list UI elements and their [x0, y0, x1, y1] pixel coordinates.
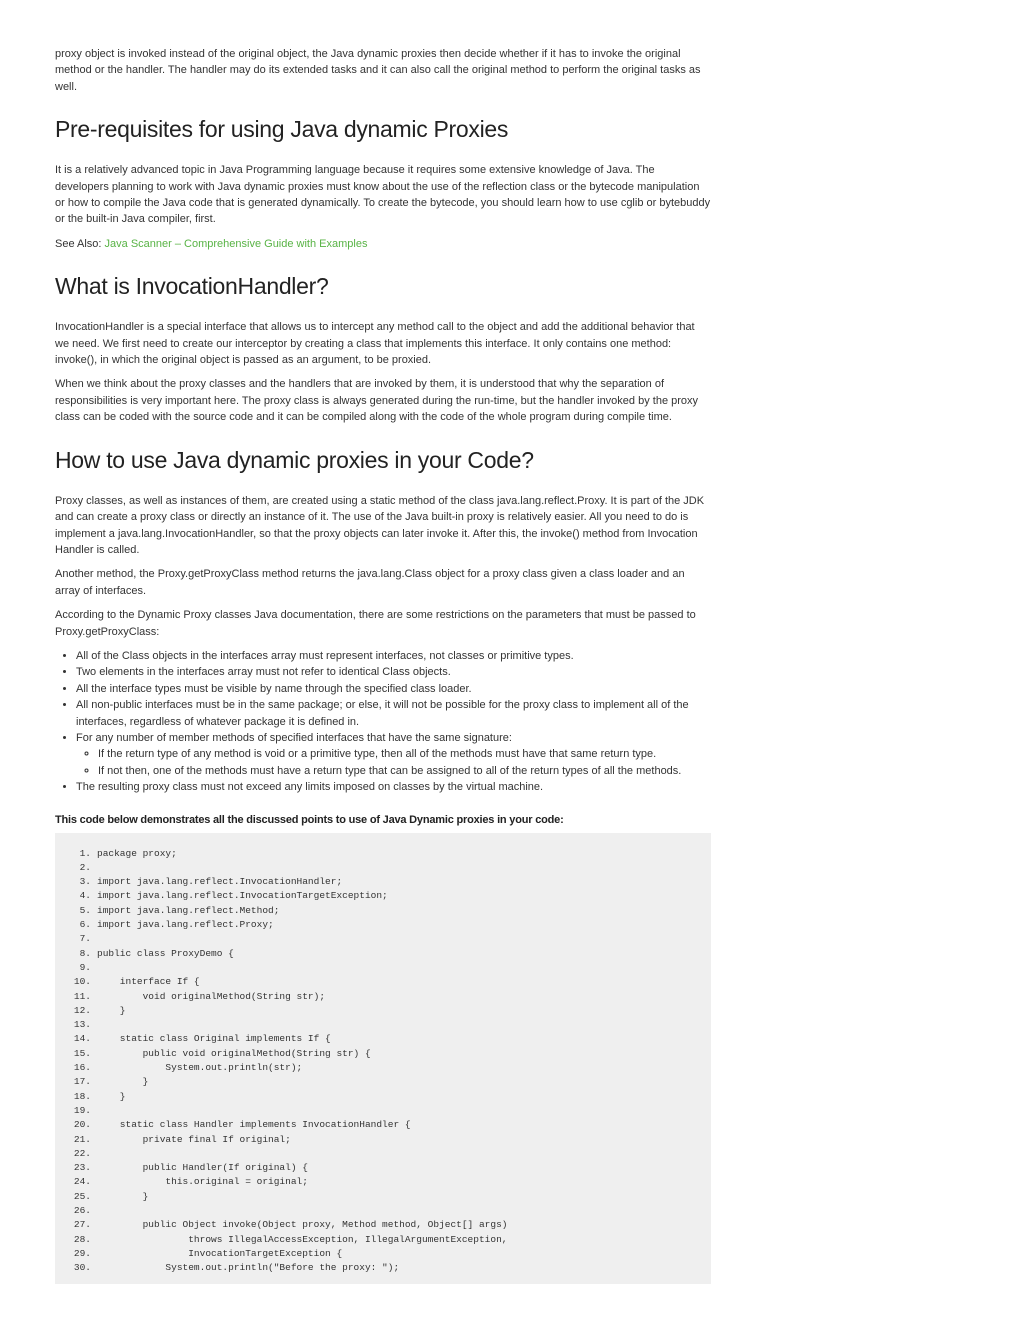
list-item-text: For any number of member methods of specified interfaces that have the same signature:	[76, 731, 512, 744]
code-line-number: 7.	[79, 933, 91, 945]
code-line	[55, 1118, 711, 1132]
code-line	[55, 1061, 711, 1075]
code-line	[55, 1090, 711, 1104]
code-line	[55, 1147, 711, 1161]
restrictions-list	[55, 648, 711, 796]
code-text: import java.lang.reflect.Method;	[97, 904, 280, 916]
code-text: import java.lang.reflect.Proxy;	[97, 919, 274, 931]
code-line	[55, 1175, 711, 1189]
code-line	[55, 847, 711, 861]
code-line-number: 23.	[73, 1162, 91, 1174]
code-line	[55, 1204, 711, 1218]
code-text: System.out.println(str);	[97, 1062, 303, 1074]
sub-list-item: ◦ If the return type of any method is void or a primitive type, then all of the methods must have that same return type.	[98, 746, 711, 762]
code-line-number: 30.	[73, 1262, 91, 1274]
code-line	[55, 889, 711, 903]
code-line-number: 11.	[73, 990, 91, 1002]
code-line-number: 25.	[73, 1190, 91, 1202]
code-gutter-gap	[91, 1204, 97, 1218]
code-line	[55, 961, 711, 975]
code-text: static class Original implements If {	[97, 1033, 331, 1045]
code-block	[55, 833, 711, 1284]
code-line	[55, 861, 711, 875]
code-line	[55, 918, 711, 932]
code-line	[55, 904, 711, 918]
heading-how-to-use: How to use Java dynamic proxies in your Code?	[55, 446, 534, 473]
code-line	[55, 1004, 711, 1018]
code-line-number: 26.	[73, 1205, 91, 1217]
code-line-number: 8.	[79, 947, 91, 959]
code-text: public Handler(If original) {	[97, 1162, 308, 1174]
code-line	[55, 1104, 711, 1118]
code-line	[55, 990, 711, 1004]
code-line	[55, 1032, 711, 1046]
code-line	[55, 975, 711, 989]
code-line-number: 27.	[73, 1219, 91, 1231]
code-text: }	[97, 1004, 126, 1016]
code-line	[55, 1233, 711, 1247]
list-item: • The resulting proxy class must not exceed any limits imposed on classes by the virtual machine.	[76, 779, 711, 795]
code-line	[55, 932, 711, 946]
code-text: interface If {	[97, 976, 200, 988]
code-line	[55, 1133, 711, 1147]
code-line	[55, 1018, 711, 1032]
code-text: private final If original;	[97, 1133, 291, 1145]
code-line-number: 24.	[73, 1176, 91, 1188]
code-text: }	[97, 1090, 126, 1102]
howto-paragraph-3: According to the Dynamic Proxy classes Java documentation, there are some restrictions on the parameters that must be passed to Proxy.getProxyClass:	[55, 609, 696, 638]
code-text: System.out.println("Before the proxy: ");	[97, 1262, 400, 1274]
heading-prerequisites: Pre-requisites for using Java dynamic Proxies	[55, 116, 509, 143]
code-line-number: 2.	[79, 861, 91, 873]
list-item	[76, 730, 711, 779]
code-line	[55, 1218, 711, 1232]
code-line-number: 15.	[73, 1047, 91, 1059]
code-line-number: 9.	[79, 961, 91, 973]
code-line-number: 16.	[73, 1062, 91, 1074]
code-text: InvocationTargetException {	[97, 1247, 343, 1259]
article-content	[55, 46, 711, 1284]
code-gutter-gap	[91, 1018, 97, 1032]
code-text: }	[97, 1190, 149, 1202]
sub-list-item: ◦ If not then, one of the methods must have a return type that can be assigned to all of the return types of all the methods.	[98, 763, 711, 779]
code-line	[55, 1161, 711, 1175]
code-line-number: 5.	[79, 904, 91, 916]
code-line-number: 28.	[73, 1233, 91, 1245]
list-item: • All non-public interfaces must be in the same package; or else, it will not be possible for the proxy class to implement all of the interfaces, regardless of whatever package it is defined in.	[76, 697, 711, 730]
code-gutter-gap	[91, 932, 97, 946]
code-line-number: 20.	[73, 1119, 91, 1131]
code-line-number: 17.	[73, 1076, 91, 1088]
code-line-number: 1.	[79, 847, 91, 859]
code-line-number: 3.	[79, 876, 91, 888]
handler-paragraph-2: When we think about the proxy classes and the handlers that are invoked by them, it is understood that why the separation of responsibilities is very important here. The proxy class is always generated during the run-time, but the handler invoked by the proxy class can be coded with the source code and it can be compiled along with the code of the whole program during compile time.	[55, 378, 699, 424]
heading-invocation-handler: What is InvocationHandler?	[55, 273, 329, 300]
code-line-number: 29.	[73, 1247, 91, 1259]
code-line-number: 18.	[73, 1090, 91, 1102]
code-line-number: 19.	[73, 1104, 91, 1116]
code-line-number: 14.	[73, 1033, 91, 1045]
code-text: throws IllegalAccessException, IllegalArgumentException,	[97, 1233, 508, 1245]
code-gutter-gap	[91, 961, 97, 975]
list-item: • All of the Class objects in the interfaces array must represent interfaces, not classes or primitive types.	[76, 648, 711, 664]
code-text: package proxy;	[97, 847, 177, 859]
code-text: public Object invoke(Object proxy, Method method, Object[] args)	[97, 1219, 508, 1231]
code-line	[55, 1047, 711, 1061]
howto-paragraph-1: Proxy classes, as well as instances of them, are created using a static method of the class java.lang.reflect.Proxy. It is part of the JDK and can create a proxy class or directly an instance of it. The use of the Java built-in proxy is relatively easier. All you need to do is implement a java.lang.InvocationHandler, so that the proxy objects can later invoke it. After this, the invoke() method from Invocation Handler is called.	[55, 494, 705, 556]
code-text: void originalMethod(String str);	[97, 990, 326, 1002]
list-item: • Two elements in the interfaces array must not refer to identical Class objects.	[76, 664, 711, 680]
code-text: import java.lang.reflect.InvocationHandler;	[97, 876, 343, 888]
code-intro: This code below demonstrates all the discussed points to use of Java Dynamic proxies in your code:	[55, 813, 564, 826]
code-line	[55, 1190, 711, 1204]
code-line	[55, 1075, 711, 1089]
list-item: • All the interface types must be visible by name through the specified class loader.	[76, 681, 711, 697]
code-line-number: 4.	[79, 890, 91, 902]
code-line	[55, 1247, 711, 1261]
code-line-number: 6.	[79, 919, 91, 931]
intro-paragraph: proxy object is invoked instead of the original object, the Java dynamic proxies then decide whether if it has to invoke the original method or the handler. The handler may do its extended tasks and it can also call the original method to perform the original tasks as well.	[55, 48, 701, 93]
code-line-number: 10.	[73, 976, 91, 988]
code-text: import java.lang.reflect.InvocationTargetException;	[97, 890, 388, 902]
code-line	[55, 1261, 711, 1275]
see-also-link[interactable]: Java Scanner – Comprehensive Guide with Examples	[104, 237, 368, 250]
code-text: this.original = original;	[97, 1176, 308, 1188]
code-text: static class Handler implements InvocationHandler {	[97, 1119, 411, 1131]
code-line-number: 22.	[73, 1147, 91, 1159]
sub-list	[76, 746, 711, 779]
handler-paragraph-1: InvocationHandler is a special interface that allows us to intercept any method call to the object and add the additional behavior that we need. We first need to create our interceptor by creating a class that implements this interface. It only contains one method: invoke(), in which the original object is passed as an argument, to be proxied.	[55, 321, 695, 367]
code-gutter-gap	[91, 861, 97, 875]
see-also-label: See Also:	[55, 237, 102, 250]
code-line-number: 21.	[73, 1133, 91, 1145]
code-text: }	[97, 1076, 149, 1088]
code-line	[55, 875, 711, 889]
code-text: public class ProxyDemo {	[97, 947, 234, 959]
code-line-number: 13.	[73, 1019, 91, 1031]
code-gutter-gap	[91, 1104, 97, 1118]
code-text: public void originalMethod(String str) {	[97, 1047, 371, 1059]
code-line-number: 12.	[73, 1004, 91, 1016]
see-also	[55, 236, 711, 252]
code-gutter-gap	[91, 1147, 97, 1161]
howto-paragraph-2: Another method, the Proxy.getProxyClass method returns the java.lang.Class object for a proxy class given a class loader and an array of interfaces.	[55, 568, 685, 597]
prerequisites-paragraph: It is a relatively advanced topic in Java Programming language because it requires some extensive knowledge of Java. The developers planning to work with Java dynamic proxies must know about the use of the reflection class or the bytecode manipulation or how to compile the Java code that is generated dynamically. To create the bytecode, you should learn how to use cglib or bytebuddy or the built-in Java compiler, first.	[55, 164, 711, 226]
code-line	[55, 947, 711, 961]
